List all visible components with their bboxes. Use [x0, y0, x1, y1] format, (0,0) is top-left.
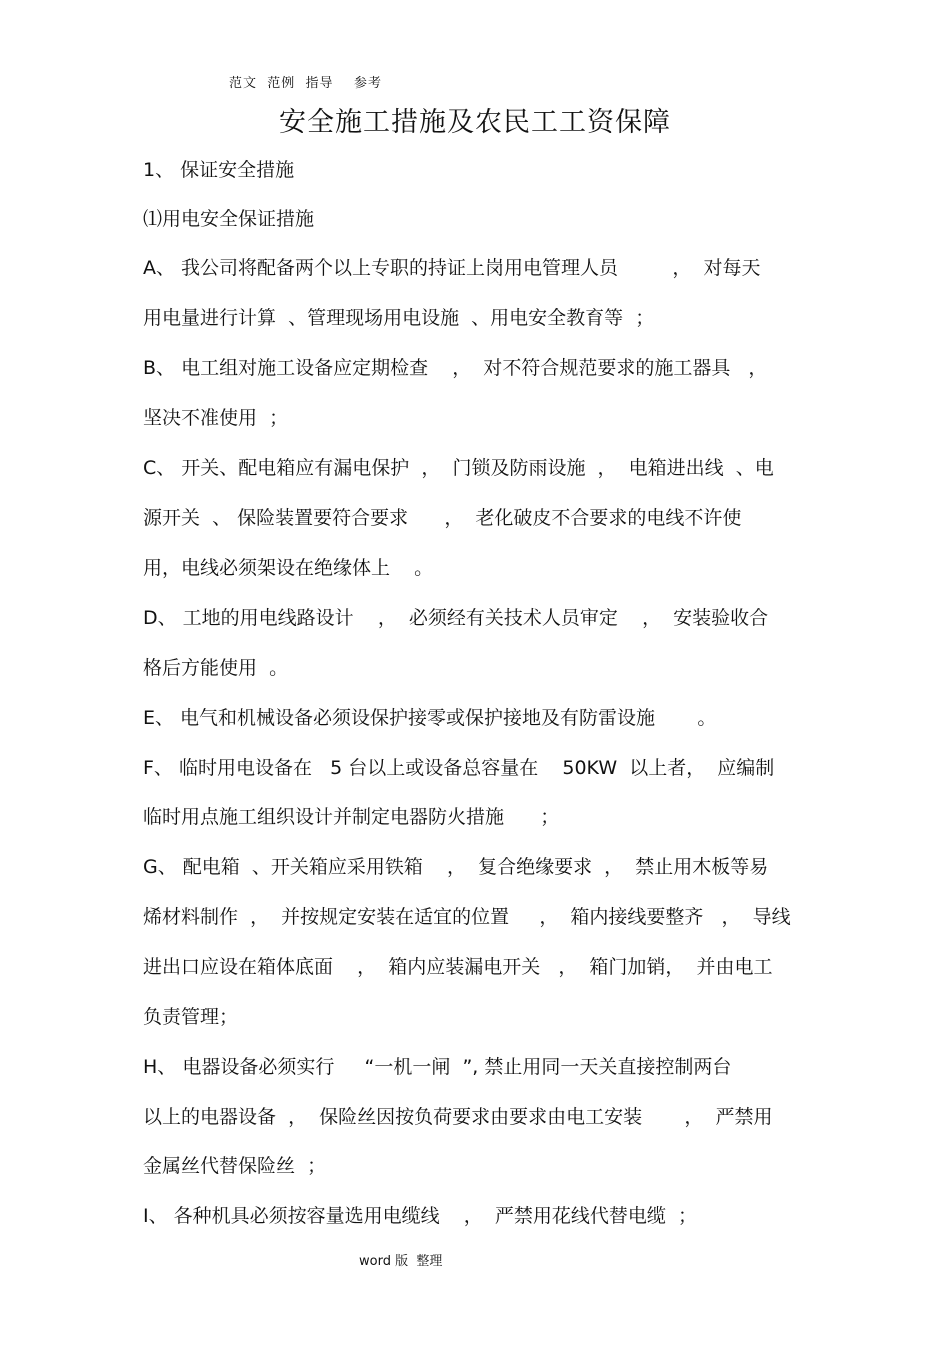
paragraph-line: D、 工地的用电线路设计 ， 必须经有关技术人员审定 ， 安装验收合 — [143, 607, 769, 629]
paragraph-line: 烯材料制作 ， 并按规定安装在适宜的位置 ， 箱内接线要整齐 ， 导线 — [143, 906, 791, 928]
paragraph-line: F、 临时用电设备在 5 台以上或设备总容量在 50KW 以上者， 应编制 — [143, 757, 775, 779]
paragraph-line: 格后方能使用 。 — [143, 657, 289, 679]
paragraph-line: 临时用点施工组织设计并制定电器防火措施 ； — [143, 806, 560, 828]
paragraph-line: 以上的电器设备 ， 保险丝因按负荷要求由要求由电工安装 ， 严禁用 — [143, 1106, 773, 1128]
footer-note: word 版 整理 — [359, 1254, 443, 1269]
paragraph-line: ⑴用电安全保证措施 — [143, 208, 315, 230]
paragraph-line: A、 我公司将配备两个以上专职的持证上岗用电管理人员 ， 对每天 — [143, 257, 761, 279]
paragraph-line: 进出口应设在箱体底面 ， 箱内应装漏电开关 ， 箱门加销， 并由电工 — [143, 956, 773, 978]
paragraph-line: 用，电线必须架设在绝缘体上 。 — [143, 557, 434, 579]
paragraph-line: H、 电器设备必须实行 “一机一闸 ”, 禁止用同一天关直接控制两台 — [143, 1056, 732, 1078]
paragraph-line: B、 电工组对施工设备应定期检查 ， 对不符合规范要求的施工器具 ， — [143, 357, 768, 379]
header-note: 范文 范例 指导 参考 — [229, 76, 383, 91]
paragraph-line: 源开关 、 保险装置要符合要求 ， 老化破皮不合要求的电线不许使 — [143, 507, 742, 529]
paragraph-line: 坚决不准使用 ； — [143, 407, 289, 429]
paragraph-line: C、 开关、配电箱应有漏电保护 ， 门锁及防雨设施 ， 电箱进出线 、电 — [143, 457, 774, 479]
paragraph-line: E、 电气和机械设备必须设保护接零或保护接地及有防雷设施 。 — [143, 707, 717, 729]
paragraph-line: 负责管理； — [143, 1006, 239, 1028]
paragraph-line: 用电量进行计算 、管理现场用电设施 、用电安全教育等 ； — [143, 307, 655, 329]
paragraph-line: 金属丝代替保险丝 ； — [143, 1155, 327, 1177]
paragraph-line: I、 各种机具必须按容量选用电缆线 ， 严禁用花线代替电缆 ； — [143, 1205, 697, 1227]
paragraph-line: G、 配电箱 、开关箱应采用铁箱 ， 复合绝缘要求 ， 禁止用木板等易 — [143, 856, 769, 878]
paragraph-line: 1、 保证安全措施 — [143, 159, 295, 181]
document-title: 安全施工措施及农民工工资保障 — [279, 107, 671, 138]
